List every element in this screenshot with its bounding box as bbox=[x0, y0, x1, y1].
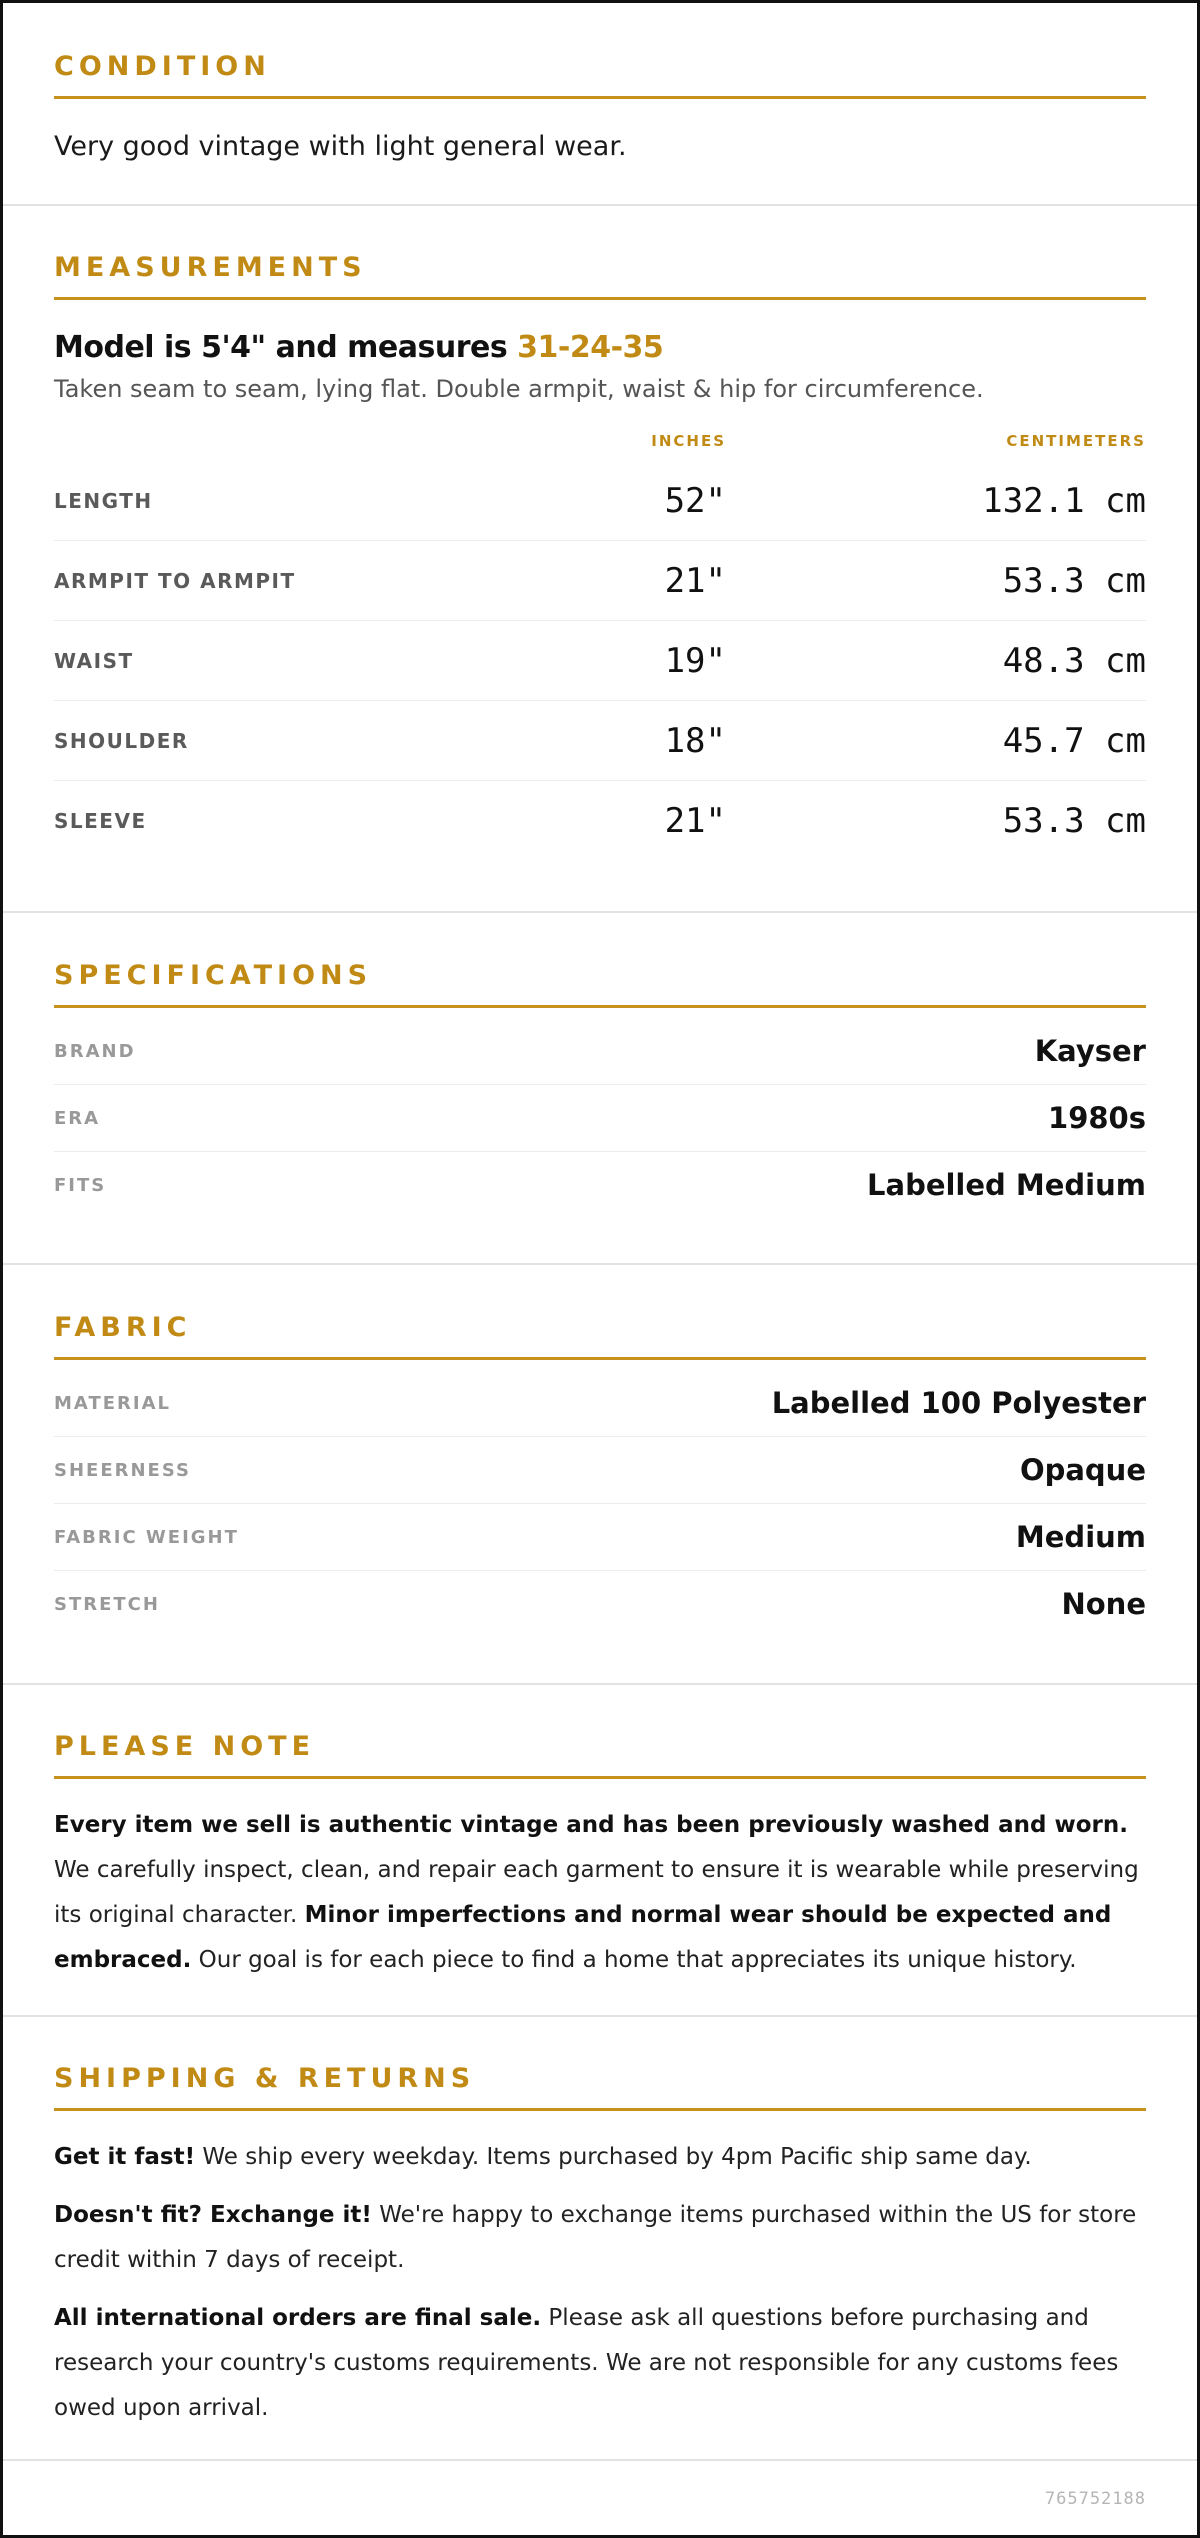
shipping-text-2: We're happy to exchange items purchased within the US for store credit within 7 days of receipt. bbox=[54, 2202, 1137, 2273]
condition-section bbox=[3, 3, 1197, 206]
model-measures-prefix: Model is 5'4" and measures bbox=[54, 330, 518, 365]
note-bold-1: Every item we sell is authentic vintage and has been previously washed and worn. bbox=[54, 1812, 1128, 1838]
list-item bbox=[54, 1437, 1146, 1504]
measurement-label: SLEEVE bbox=[54, 808, 147, 833]
table-row bbox=[54, 461, 1146, 541]
shipping-bold-1: Get it fast! bbox=[54, 2144, 196, 2170]
measurement-label: LENGTH bbox=[54, 488, 153, 513]
measurement-cm: 45.7 cm bbox=[1002, 720, 1146, 761]
shipping-text-3: Please ask all questions before purchasing and research your country's customs requirements. We are not responsible for any customs fees owed upon arrival. bbox=[54, 2305, 1119, 2421]
note-bold-2: Minor imperfections and normal wear should be expected and embraced. bbox=[54, 1902, 1112, 1973]
spec-value: Labelled Medium bbox=[867, 1168, 1146, 1202]
measurement-inches: 52" bbox=[664, 480, 726, 521]
shipping-bold-2: Doesn't fit? Exchange it! bbox=[54, 2202, 372, 2228]
measurement-cm: 53.3 cm bbox=[1002, 560, 1146, 601]
fabric-value: Labelled 100 Polyester bbox=[771, 1386, 1146, 1420]
specifications-heading: SPECIFICATIONS bbox=[54, 962, 1146, 1008]
shipping-text-1: We ship every weekday. Items purchased by 4pm Pacific ship same day. bbox=[195, 2144, 1032, 2170]
measurements-table bbox=[54, 461, 1146, 860]
table-row bbox=[54, 541, 1146, 621]
fabric-value: Opaque bbox=[1019, 1453, 1146, 1487]
fabric-value: Medium bbox=[1015, 1520, 1146, 1554]
centimeters-column-header: CENTIMETERS bbox=[1006, 432, 1146, 450]
measurements-heading: MEASUREMENTS bbox=[54, 254, 1146, 300]
spec-label: FITS bbox=[54, 1174, 107, 1196]
shipping-bold-3: All international orders are final sale. bbox=[54, 2305, 542, 2331]
model-measures-line bbox=[54, 330, 1146, 365]
condition-heading: CONDITION bbox=[54, 53, 1146, 99]
measurement-cm: 48.3 cm bbox=[1002, 640, 1146, 681]
specifications-section bbox=[3, 913, 1197, 1265]
fabric-label: MATERIAL bbox=[54, 1392, 171, 1414]
please-note-heading: PLEASE NOTE bbox=[54, 1733, 1146, 1779]
measurement-inches: 21" bbox=[664, 800, 726, 841]
please-note-text bbox=[54, 1803, 1146, 1983]
list-item bbox=[54, 1152, 1146, 1218]
shipping-paragraph-1 bbox=[54, 2135, 1146, 2180]
product-id: 765752188 bbox=[1044, 2489, 1146, 2509]
fabric-list bbox=[54, 1370, 1146, 1637]
table-row bbox=[54, 701, 1146, 781]
fabric-value: None bbox=[1061, 1587, 1146, 1621]
list-item bbox=[54, 1504, 1146, 1571]
fabric-section bbox=[3, 1265, 1197, 1685]
measurement-inches: 19" bbox=[664, 640, 726, 681]
measurement-label: ARMPIT TO ARMPIT bbox=[54, 568, 296, 593]
please-note-section bbox=[3, 1685, 1197, 2017]
measurements-table-header bbox=[54, 421, 1146, 461]
measurements-note: Taken seam to seam, lying flat. Double armpit, waist & hip for circumference. bbox=[54, 375, 984, 403]
measurement-label: WAIST bbox=[54, 648, 134, 673]
fabric-label: FABRIC WEIGHT bbox=[54, 1526, 239, 1548]
shipping-section bbox=[3, 2017, 1197, 2461]
fabric-heading: FABRIC bbox=[54, 1314, 1146, 1360]
measurement-label: SHOULDER bbox=[54, 728, 189, 753]
footer bbox=[3, 2461, 1197, 2537]
fabric-label: STRETCH bbox=[54, 1593, 160, 1615]
spec-value: 1980s bbox=[1048, 1101, 1146, 1135]
specifications-list bbox=[54, 1018, 1146, 1218]
note-text-1: We carefully inspect, clean, and repair each garment to ensure it is wearable while preserving its original character. bbox=[54, 1857, 1139, 1928]
spec-label: BRAND bbox=[54, 1040, 136, 1062]
table-row bbox=[54, 621, 1146, 701]
list-item bbox=[54, 1085, 1146, 1152]
list-item bbox=[54, 1018, 1146, 1085]
measurement-inches: 21" bbox=[664, 560, 726, 601]
measurement-cm: 53.3 cm bbox=[1002, 800, 1146, 841]
fabric-label: SHEERNESS bbox=[54, 1459, 191, 1481]
list-item bbox=[54, 1370, 1146, 1437]
spec-value: Kayser bbox=[1034, 1034, 1146, 1068]
model-measures-sizes: 31-24-35 bbox=[517, 330, 664, 365]
shipping-paragraph-3 bbox=[54, 2296, 1146, 2431]
note-text-2: Our goal is for each piece to find a home that appreciates its unique history. bbox=[191, 1947, 1077, 1973]
spec-label: ERA bbox=[54, 1107, 101, 1129]
inches-column-header: INCHES bbox=[651, 432, 726, 450]
table-row bbox=[54, 781, 1146, 860]
measurement-inches: 18" bbox=[664, 720, 726, 761]
list-item bbox=[54, 1571, 1146, 1637]
measurement-cm: 132.1 cm bbox=[982, 480, 1146, 521]
shipping-paragraph-2 bbox=[54, 2193, 1146, 2283]
shipping-heading: SHIPPING & RETURNS bbox=[54, 2065, 1146, 2111]
measurements-section bbox=[3, 206, 1197, 913]
condition-text: Very good vintage with light general wear. bbox=[54, 131, 627, 162]
